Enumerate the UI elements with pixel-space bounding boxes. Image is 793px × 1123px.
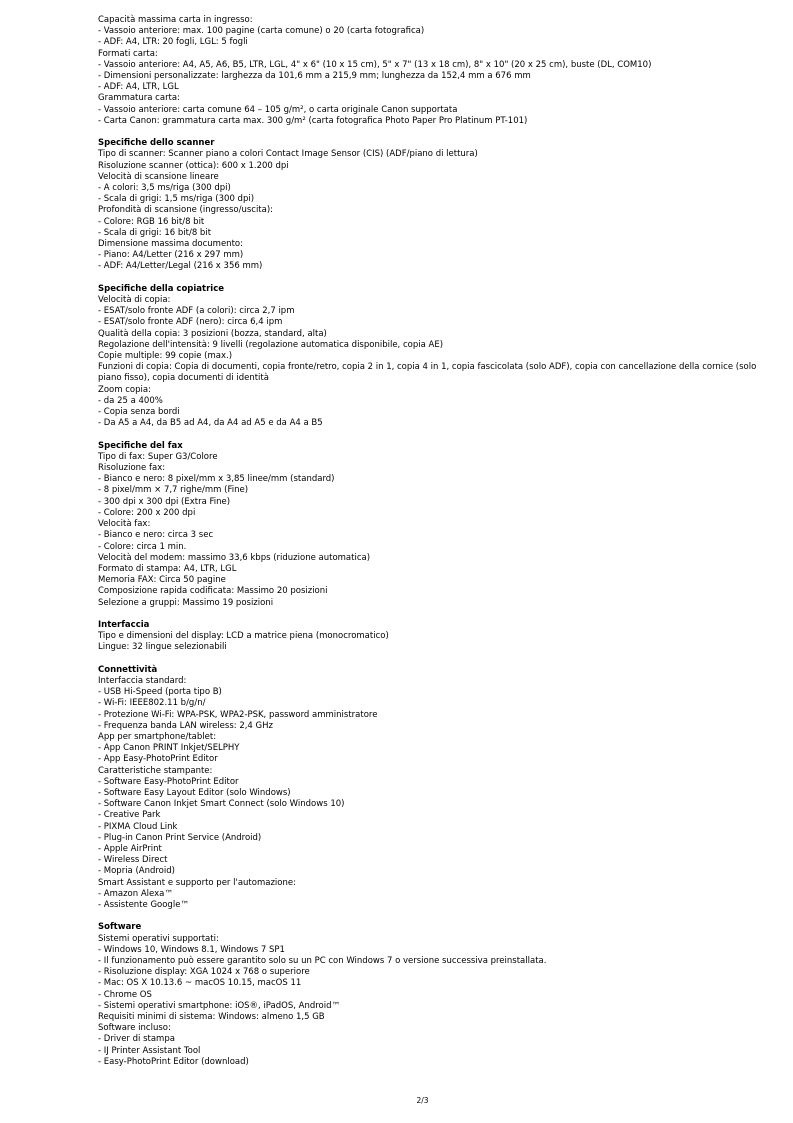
text-line: - Scala di grigi: 16 bit/8 bit	[98, 227, 212, 238]
text-line: - Sistemi operativi smartphone: iOS®, iPadOS, Android™	[98, 1000, 341, 1011]
section-heading: Specifiche dello scanner	[98, 138, 215, 149]
text-line: - Driver di stampa	[98, 1034, 175, 1045]
sections-container	[98, 127, 758, 1068]
text-line: Memoria FAX: Circa 50 pagine	[98, 575, 226, 586]
text-line: - ADF: A4, LTR, LGL	[98, 82, 179, 93]
text-line: - Windows 10, Windows 8.1, Windows 7 SP1	[98, 944, 285, 955]
text-line: - Colore: circa 1 min.	[98, 541, 187, 552]
text-line: - Wi-Fi: IEEE802.11 b/g/n/	[98, 698, 206, 709]
text-line: - ESAT/solo fronte ADF (nero): circa 6,4 ipm	[98, 317, 283, 328]
text-line: - 8 pixel/mm × 7,7 righe/mm (Fine)	[98, 485, 249, 496]
text-line: Formato di stampa: A4, LTR, LGL	[98, 563, 237, 574]
text-line: Copie multiple: 99 copie (max.)	[98, 351, 233, 362]
text-line: Risoluzione fax:	[98, 463, 166, 474]
text-line: - Colore: 200 x 200 dpi	[98, 507, 196, 518]
text-line: - Copia senza bordi	[98, 407, 180, 418]
spec-section	[98, 138, 758, 272]
text-line: - Vassoio anteriore: max. 100 pagine (carta comune) o 20 (carta fotografica)	[98, 26, 425, 37]
text-line: Capacità massima carta in ingresso:	[98, 15, 253, 25]
text-line: - Vassoio anteriore: A4, A5, A6, B5, LTR, LGL, 4" x 6" (10 x 15 cm), 5" x 7" (13 x 18 cm), 8" x 10" (20 x 25 cm), buste (DL, COM10)	[98, 59, 652, 70]
text-line: Zoom copia:	[98, 384, 151, 395]
text-line: Tipo e dimensioni del display: LCD a matrice piena (monocromatico)	[98, 631, 389, 642]
text-line: Velocità del modem: massimo 33,6 kbps (riduzione automatica)	[98, 552, 371, 563]
text-line: Formati carta:	[98, 48, 158, 59]
spec-section	[98, 441, 758, 609]
text-line: - Da A5 a A4, da B5 ad A4, da A4 ad A5 e da A4 a B5	[98, 418, 323, 429]
page-number: 2/3	[416, 1096, 429, 1105]
text-line: Qualità della copia: 3 posizioni (bozza, standard, alta)	[98, 328, 327, 339]
text-line: - ADF: A4, LTR: 20 fogli, LGL: 5 fogli	[98, 37, 248, 48]
text-line: - Chrome OS	[98, 989, 152, 1000]
section-spacer	[98, 429, 758, 440]
text-line: - Apple AirPrint	[98, 843, 162, 854]
text-line: Velocità fax:	[98, 519, 151, 530]
text-line: - Amazon Alexa™	[98, 888, 173, 899]
text-line: Tipo di fax: Super G3/Colore	[98, 451, 218, 462]
text-line: - Plug-in Canon Print Service (Android)	[98, 832, 262, 843]
text-line: - Protezione Wi-Fi: WPA-PSK, WPA2-PSK, password amministratore	[98, 709, 378, 720]
section-spacer	[98, 654, 758, 665]
text-line: - 300 dpi x 300 dpi (Extra Fine)	[98, 496, 231, 507]
text-line: - Wireless Direct	[98, 855, 168, 866]
text-line: - Scala di grigi: 1,5 ms/riga (300 dpi)	[98, 194, 255, 205]
text-line: - Vassoio anteriore: carta comune 64 – 105 g/m², o carta originale Canon supportata	[98, 104, 458, 115]
text-line: Sistemi operativi supportati:	[98, 933, 219, 944]
section-spacer	[98, 911, 758, 922]
text-line: Caratteristiche stampante:	[98, 765, 213, 776]
text-line: App per smartphone/tablet:	[98, 731, 217, 742]
text-line: - ESAT/solo fronte ADF (a colori): circa 2,7 ipm	[98, 306, 295, 317]
text-line: Selezione a gruppi: Massimo 19 posizioni	[98, 597, 274, 608]
text-line: Smart Assistant e supporto per l'automazione:	[98, 877, 296, 888]
text-line: - Mopria (Android)	[98, 866, 175, 877]
text-line: Profondità di scansione (ingresso/uscita):	[98, 205, 274, 216]
text-line: Composizione rapida codificata: Massimo 20 posizioni	[98, 586, 328, 597]
text-line: - Frequenza banda LAN wireless: 2,4 GHz	[98, 720, 273, 731]
text-line: - USB Hi-Speed (porta tipo B)	[98, 687, 222, 698]
text-line: - Software Canon Inkjet Smart Connect (solo Windows 10)	[98, 799, 345, 810]
text-line: Requisiti minimi di sistema: Windows: almeno 1,5 GB	[98, 1011, 325, 1022]
text-line: Velocità di scansione lineare	[98, 171, 219, 182]
section-spacer	[98, 273, 758, 284]
spec-section	[98, 620, 758, 654]
section-heading: Specifiche della copiatrice	[98, 283, 224, 294]
text-line: - Dimensioni personalizzate: larghezza da 101,6 mm a 215,9 mm; lunghezza da 152,4 mm a 676 mm	[98, 71, 531, 82]
text-line: - Software Easy Layout Editor (solo Windows)	[98, 787, 291, 798]
text-line: Lingue: 32 lingue selezionabili	[98, 642, 227, 653]
text-line: - Bianco e nero: circa 3 sec	[98, 530, 214, 541]
text-line: Interfaccia standard:	[98, 675, 187, 686]
text-line: Software incluso:	[98, 1023, 171, 1034]
section-heading: Interfaccia	[98, 619, 150, 630]
document-body	[98, 15, 758, 1068]
text-line: - PIXMA Cloud Link	[98, 821, 178, 832]
text-line: - Creative Park	[98, 810, 161, 821]
text-line: - Software Easy-PhotoPrint Editor	[98, 776, 239, 787]
text-line: - Mac: OS X 10.13.6 ~ macOS 10.15, macOS 11	[98, 978, 302, 989]
text-line: - Il funzionamento può essere garantito solo su un PC con Windows 7 o versione successiva preinstallata.	[98, 955, 547, 966]
section-heading: Software	[98, 922, 142, 933]
spec-section	[98, 284, 758, 430]
text-line: Grammatura carta:	[98, 93, 180, 104]
text-line: - da 25 a 400%	[98, 395, 163, 406]
section-spacer	[98, 609, 758, 620]
text-line: Velocità di copia:	[98, 295, 171, 306]
text-line: - IJ Printer Assistant Tool	[98, 1045, 201, 1056]
text-line: - Piano: A4/Letter (216 x 297 mm)	[98, 250, 244, 261]
text-line: Funzioni di copia: Copia di documenti, copia fronte/retro, copia 2 in 1, copia 4 in 1, copia fascicolata (solo ADF), copia con cancellazione della cornice (solo piano fisso), copia documenti di identità	[98, 362, 757, 384]
section-heading: Connettività	[98, 664, 158, 675]
text-line: Regolazione dell'intensità: 9 livelli (regolazione automatica disponibile, copia AE)	[98, 339, 444, 350]
text-line: Dimensione massima documento:	[98, 239, 243, 250]
spec-section	[98, 665, 758, 911]
text-line: - App Easy-PhotoPrint Editor	[98, 754, 218, 765]
text-line: - Risoluzione display: XGA 1024 x 768 o superiore	[98, 967, 310, 978]
text-line: - Bianco e nero: 8 pixel/mm x 3,85 linee/mm (standard)	[98, 474, 335, 485]
text-line: - Colore: RGB 16 bit/8 bit	[98, 216, 205, 227]
section-heading: Specifiche del fax	[98, 440, 183, 451]
text-line: - Carta Canon: grammatura carta max. 300 g/m² (carta fotografica Photo Paper Pro Platinum PT-101)	[98, 115, 528, 126]
text-line: - App Canon PRINT Inkjet/SELPHY	[98, 743, 240, 754]
text-line: Risoluzione scanner (ottica): 600 x 1.200 dpi	[98, 160, 289, 171]
text-line: - A colori: 3,5 ms/riga (300 dpi)	[98, 183, 231, 194]
text-line: - Assistente Google™	[98, 899, 189, 910]
spec-section	[98, 922, 758, 1068]
text-line: - ADF: A4/Letter/Legal (216 x 356 mm)	[98, 261, 263, 272]
intro-block	[98, 15, 758, 127]
text-line: Tipo di scanner: Scanner piano a colori Contact Image Sensor (CIS) (ADF/piano di lettura)	[98, 149, 478, 160]
text-line: - Easy-PhotoPrint Editor (download)	[98, 1056, 249, 1067]
section-spacer	[98, 127, 758, 138]
